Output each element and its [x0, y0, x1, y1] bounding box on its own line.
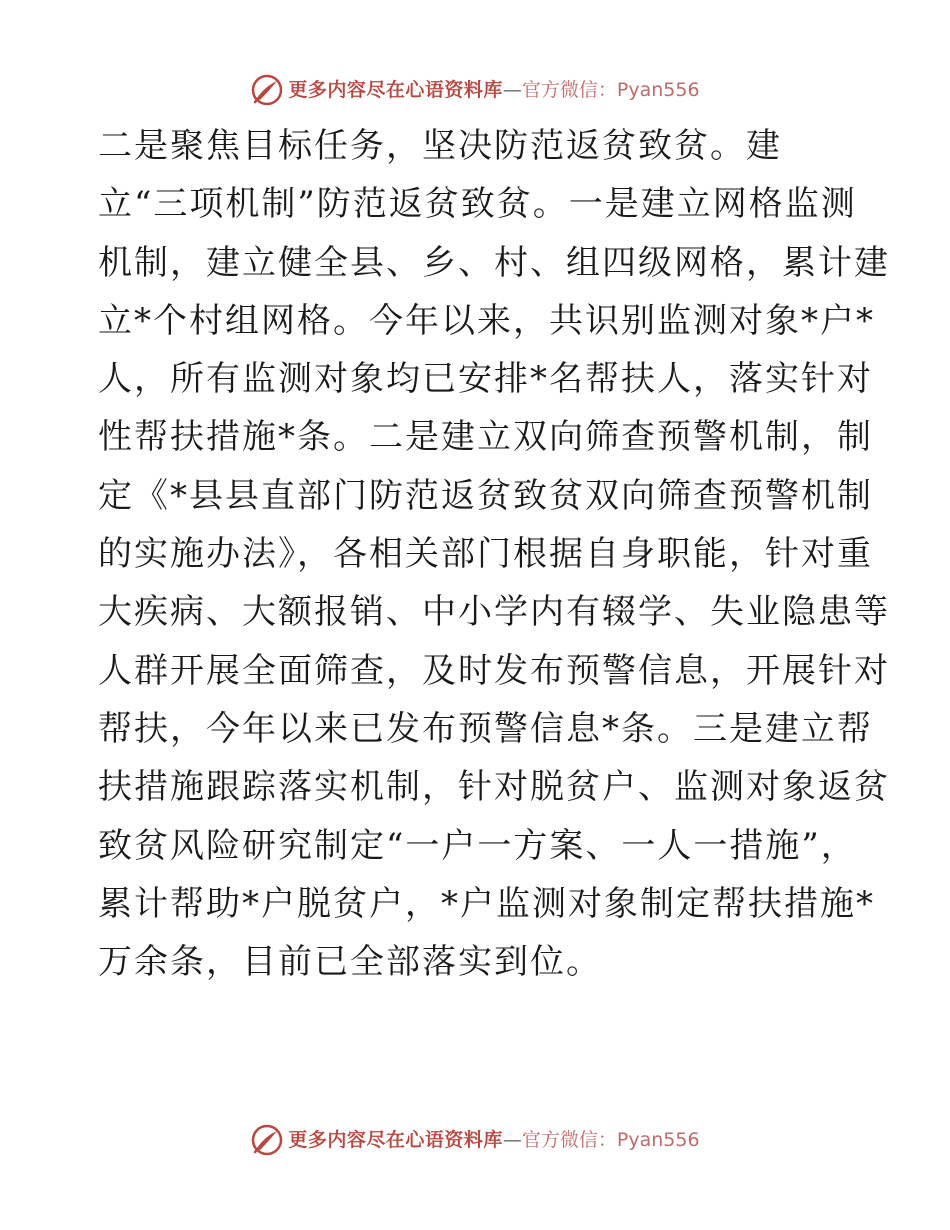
pen-logo-icon: [250, 1123, 284, 1157]
paragraph-line: 立*个村组网格。今年以来，共识别监测对象*户*: [98, 300, 875, 341]
watermark-text: [288, 78, 700, 101]
watermark-separator: —: [502, 1128, 522, 1151]
watermark-text: [288, 1128, 700, 1151]
paragraph-line: 万余条，目前已全部落实到位。: [98, 942, 602, 983]
paragraph-line: 人群开展全面筛查，及时发布预警信息，开展针对: [98, 650, 890, 691]
paragraph-line: 的实施办法》，各相关部门根据自身职能，针对重: [98, 534, 873, 575]
header-watermark: [0, 70, 950, 110]
paragraph-line: 致贫风险研究制定“一户一方案、一人一措施”，: [98, 825, 857, 866]
watermark-contact: 官方微信：Pyan556: [521, 1128, 700, 1151]
paragraph-line: 累计帮助*户脱贫户，*户监测对象制定帮扶措施*: [98, 883, 875, 924]
watermark-brand: 更多内容尽在心语资料库: [288, 1128, 503, 1151]
watermark-separator: —: [502, 78, 522, 101]
watermark-brand: 更多内容尽在心语资料库: [288, 78, 503, 101]
paragraph-line: 扶措施跟踪落实机制，针对脱贫户、监测对象返贫: [98, 767, 890, 808]
paragraph-line: 定《*县县直部门防范返贫致贫双向筛查预警机制: [98, 475, 873, 516]
paragraph-line: 立“三项机制”防范返贫致贫。一是建立网格监测: [98, 184, 857, 225]
body-paragraph: [98, 117, 890, 991]
watermark-contact: 官方微信：Pyan556: [521, 78, 700, 101]
paragraph-line: 性帮扶措施*条。二是建立双向筛查预警机制，制: [98, 417, 873, 458]
paragraph-line: 帮扶，今年以来已发布预警信息*条。三是建立帮: [98, 708, 873, 749]
footer-watermark: [0, 1120, 950, 1160]
pen-logo-icon: [250, 73, 284, 107]
paragraph-line: 机制，建立健全县、乡、村、组四级网格，累计建: [98, 242, 890, 283]
paragraph-line: 大疾病、大额报销、中小学内有辍学、失业隐患等: [98, 592, 890, 633]
paragraph-line: 人，所有监测对象均已安排*名帮扶人，落实针对: [98, 359, 873, 400]
paragraph-line: 二是聚焦目标任务，坚决防范返贫致贫。建: [98, 126, 782, 166]
